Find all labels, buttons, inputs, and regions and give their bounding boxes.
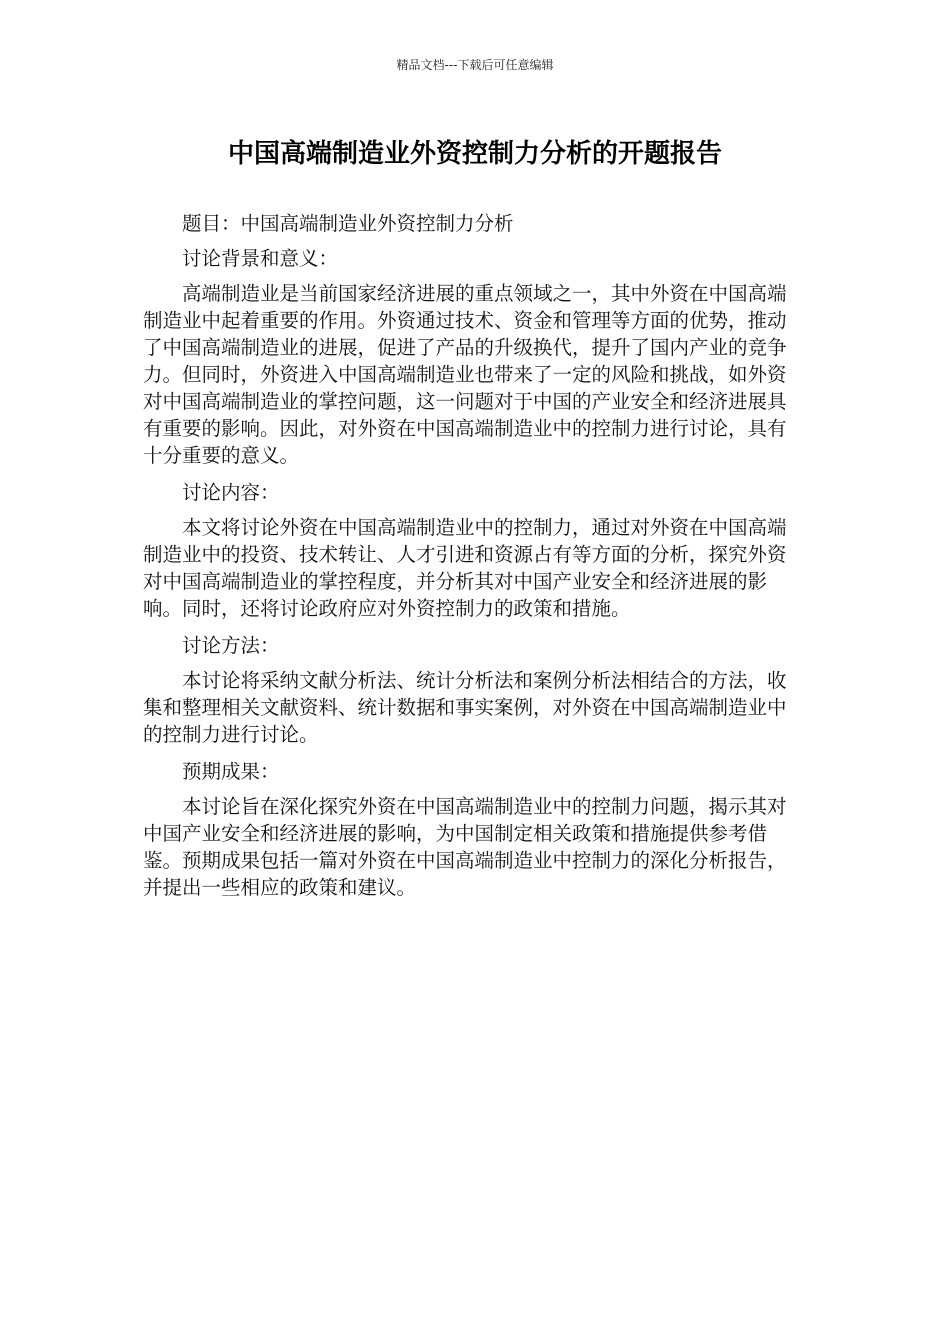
- section-body-content: 本文将讨论外资在中国高端制造业中的控制力，通过对外资在中国高端制造业中的投资、技术转让、人才引进和资源占有等方面的分析，探究外资对中国高端制造业的掌控程度，并分析其对中国产业安全和经济进展的影响。同时，还将讨论政府应对外资控制力的政策和措施。: [143, 516, 787, 620]
- topic-line: 题目：中国高端制造业外资控制力分析: [182, 212, 514, 235]
- section-body-method: 本讨论将采纳文献分析法、统计分析法和案例分析法相结合的方法，收集和整理相关文献资料、统计数据和事实案例，对外资在中国高端制造业中的控制力进行讨论。: [143, 669, 787, 746]
- document-title: 中国高端制造业外资控制力分析的开题报告: [227, 139, 722, 169]
- section-heading-results: 预期成果：: [182, 760, 280, 783]
- document-body: [143, 210, 793, 911]
- section-heading-content: 讨论内容：: [182, 481, 280, 504]
- section-body-background: 高端制造业是当前国家经济进展的重点领域之一，其中外资在中国高端制造业中起着重要的作用。外资通过技术、资金和管理等方面的优势，推动了中国高端制造业的进展，促进了产品的升级换代，提升了国内产业的竞争力。但同时，外资进入中国高端制造业也带来了一定的风险和挑战，如外资对中国高端制造业的掌控问题，这一问题对于中国的产业安全和经济进展具有重要的影响。因此，对外资在中国高端制造业中的控制力进行讨论，具有十分重要的意义。: [143, 282, 787, 467]
- header-note: 精品文档---下载后可任意编辑: [396, 58, 554, 72]
- section-heading-background: 讨论背景和意义：: [182, 247, 339, 270]
- section-heading-method: 讨论方法：: [182, 634, 280, 657]
- section-body-results: 本讨论旨在深化探究外资在中国高端制造业中的控制力问题，揭示其对中国产业安全和经济进展的影响，为中国制定相关政策和措施提供参考借鉴。预期成果包括一篇对外资在中国高端制造业中控制力的深化分析报告，并提出一些相应的政策和建议。: [143, 795, 787, 899]
